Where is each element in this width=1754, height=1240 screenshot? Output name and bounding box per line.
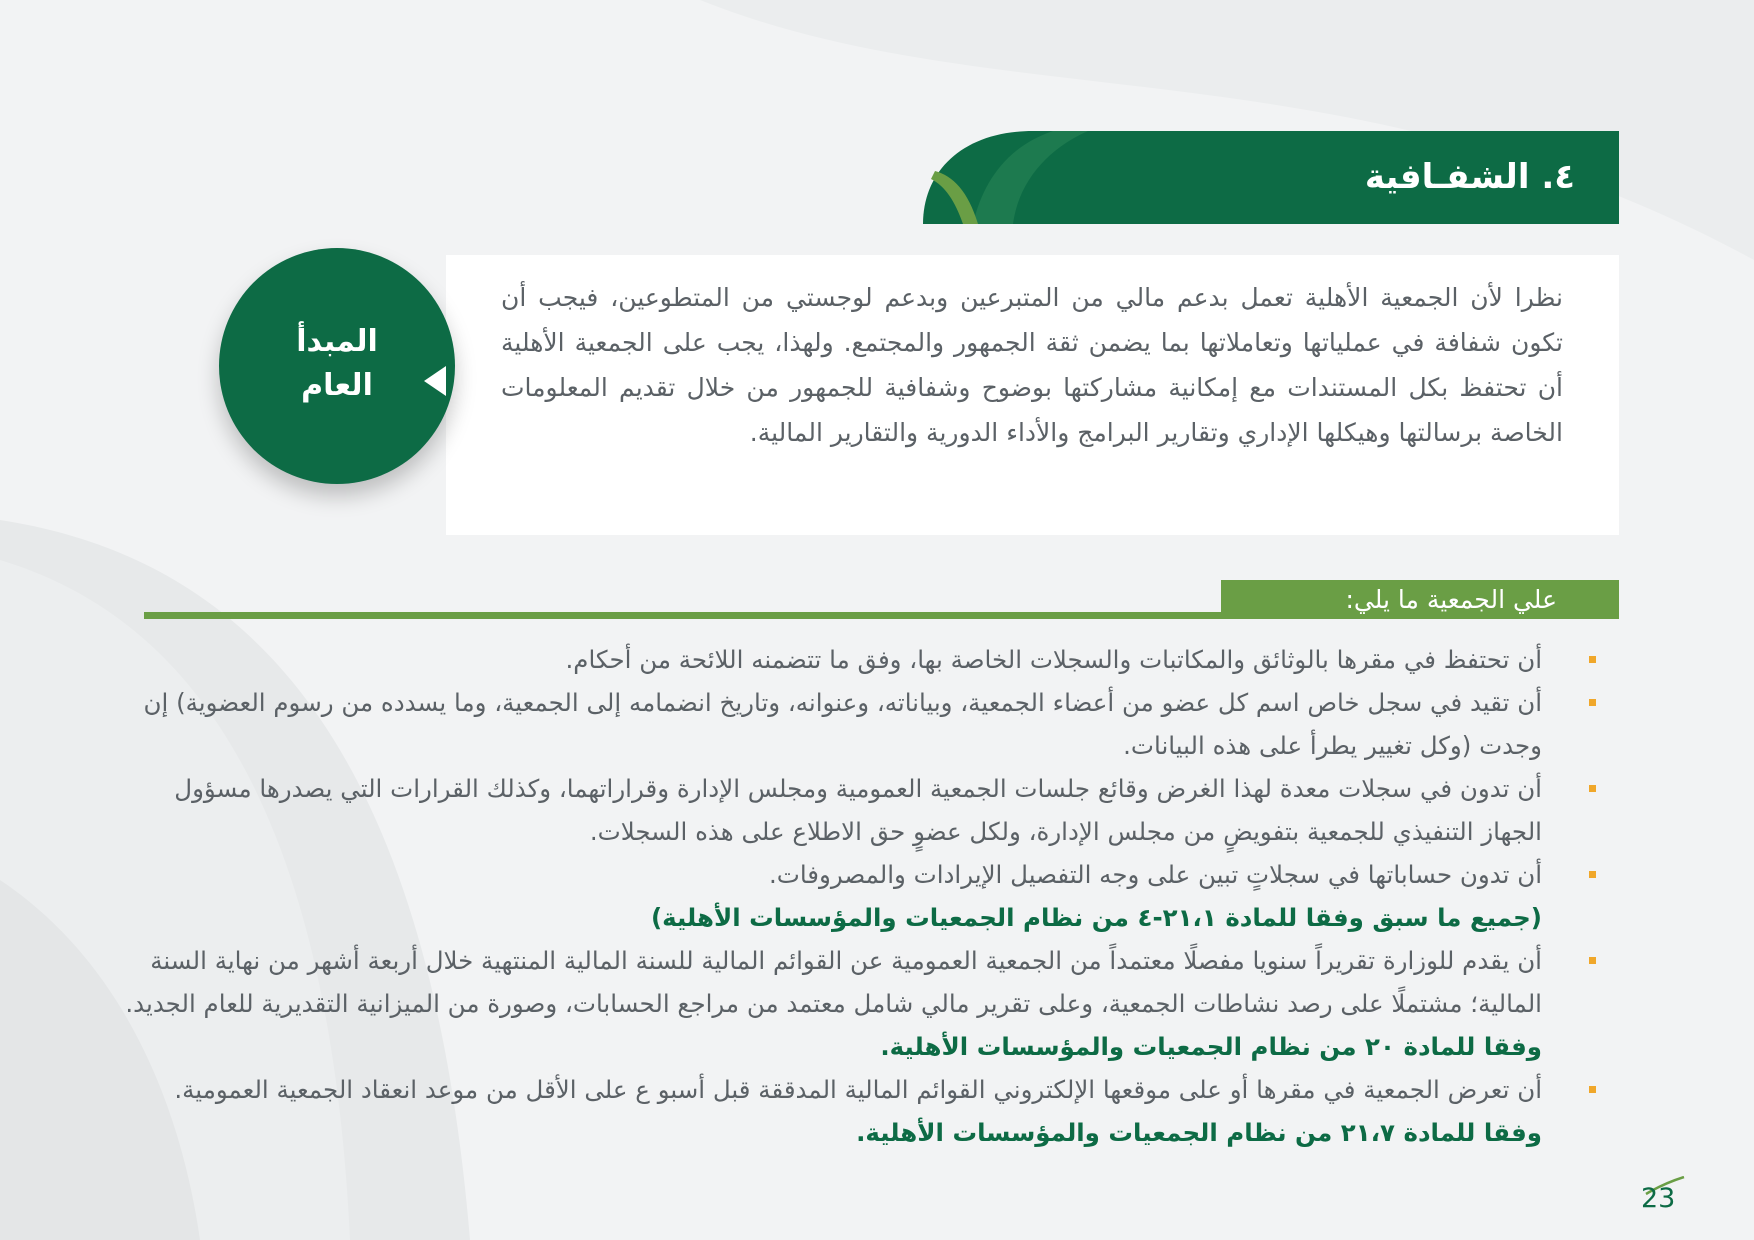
badge-line-2: العام — [301, 368, 373, 403]
list-item — [120, 767, 1600, 853]
bullet-icon — [1589, 699, 1596, 706]
bullet-icon — [1589, 1086, 1596, 1093]
list-item — [120, 681, 1600, 767]
principle-badge — [219, 248, 455, 484]
badge-pointer — [424, 366, 446, 396]
list-item-text: أن يقدم للوزارة تقريراً سنويا مفصلًا معتمداً من الجمعية العمومية عن القوائم المالية للسنة المالية المنتهية خلال أربعة أشهر من نهاية السنة المالية؛ مشتملًا على رصد نشاطات الجمعية، وعلى تقرير مالي شامل معتمد من مراجع الحسابات، وصورة من الميزانية التقديرية للعام الجديد. — [125, 946, 1542, 1018]
bullet-icon — [1589, 656, 1596, 663]
bullet-icon — [1589, 871, 1596, 878]
badge-line-1: المبدأ — [296, 324, 378, 359]
principle-card — [446, 255, 1619, 535]
list-item-text: أن تدون حساباتها في سجلاتٍ تبين على وجه التفصيل الإيرادات والمصروفات. — [768, 860, 1542, 889]
list-item-text: أن تدون في سجلات معدة لهذا الغرض وقائع جلسات الجمعية العمومية ومجلس الإدارة وقراراتهما، وكذلك القرارات التي يصدرها مسؤول الجهاز التنفيذي للجمعية بتفويضٍ من مجلس الإدارة، ولكل عضوٍ حق الاطلاع على هذه السجلات. — [174, 774, 1542, 846]
legal-reference: وفقا للمادة ٢٠ من نظام الجمعيات والمؤسسات الأهلية. — [880, 1032, 1542, 1061]
principle-badge-label — [219, 320, 455, 408]
obligations-heading: علي الجمعية ما يلي: — [1345, 585, 1557, 614]
list-item-text: أن تعرض الجمعية في مقرها أو على موقعها الإلكتروني القوائم المالية المدققة قبل أسبو ع على الأقل من موعد انعقاد الجمعية العمومية. — [174, 1075, 1542, 1104]
principle-text: نظرا لأن الجمعية الأهلية تعمل بدعم مالي من المتبرعين وبدعم لوجستي من المتطوعين، فيجب أن تكون شفافة في عملياتها وتعاملاتها بما يضمن ثقة الجمهور والمجتمع. ولهذا، يجب على الجمعية الأهلية أن تحتفظ بكل المستندات مع إمكانية مشاركتها بوضوح وشفافية للجمهور من خلال تقديم المعلومات الخاصة برسالتها وهيكلها الإداري وتقارير البرامج والأداء الدورية والتقارير المالية. — [501, 283, 1563, 447]
legal-reference: وفقا للمادة ٢١،٧ من نظام الجمعيات والمؤسسات الأهلية. — [856, 1118, 1542, 1147]
list-item — [120, 638, 1600, 681]
page-number: 23 — [1641, 1183, 1676, 1214]
obligations-list — [120, 638, 1600, 1154]
group-legal-reference: (جميع ما سبق وفقا للمادة ٢١،١-٤ من نظام الجمعيات والمؤسسات الأهلية) — [650, 903, 1542, 932]
list-item-text: أن تحتفظ في مقرها بالوثائق والمكاتبات والسجلات الخاصة بها، وفق ما تتضمنه اللائحة من أحكام. — [565, 645, 1542, 674]
list-item — [120, 853, 1600, 896]
list-item-text: أن تقيد في سجل خاص اسم كل عضو من أعضاء الجمعية، وبياناته، وعنوانه، وتاريخ انضمامه إلى الجمعية، وما يسدده من رسوم العضوية) إن وجدت (وكل تغيير يطرأ على هذه البيانات. — [143, 688, 1542, 760]
list-item — [120, 1068, 1600, 1154]
bullet-icon — [1589, 957, 1596, 964]
obligations-heading-tab — [1221, 580, 1619, 619]
section-header-banner — [923, 131, 1619, 224]
section-title: ٤. الشفـافية — [1364, 157, 1575, 197]
list-item — [120, 939, 1600, 1068]
bullet-icon — [1589, 785, 1596, 792]
